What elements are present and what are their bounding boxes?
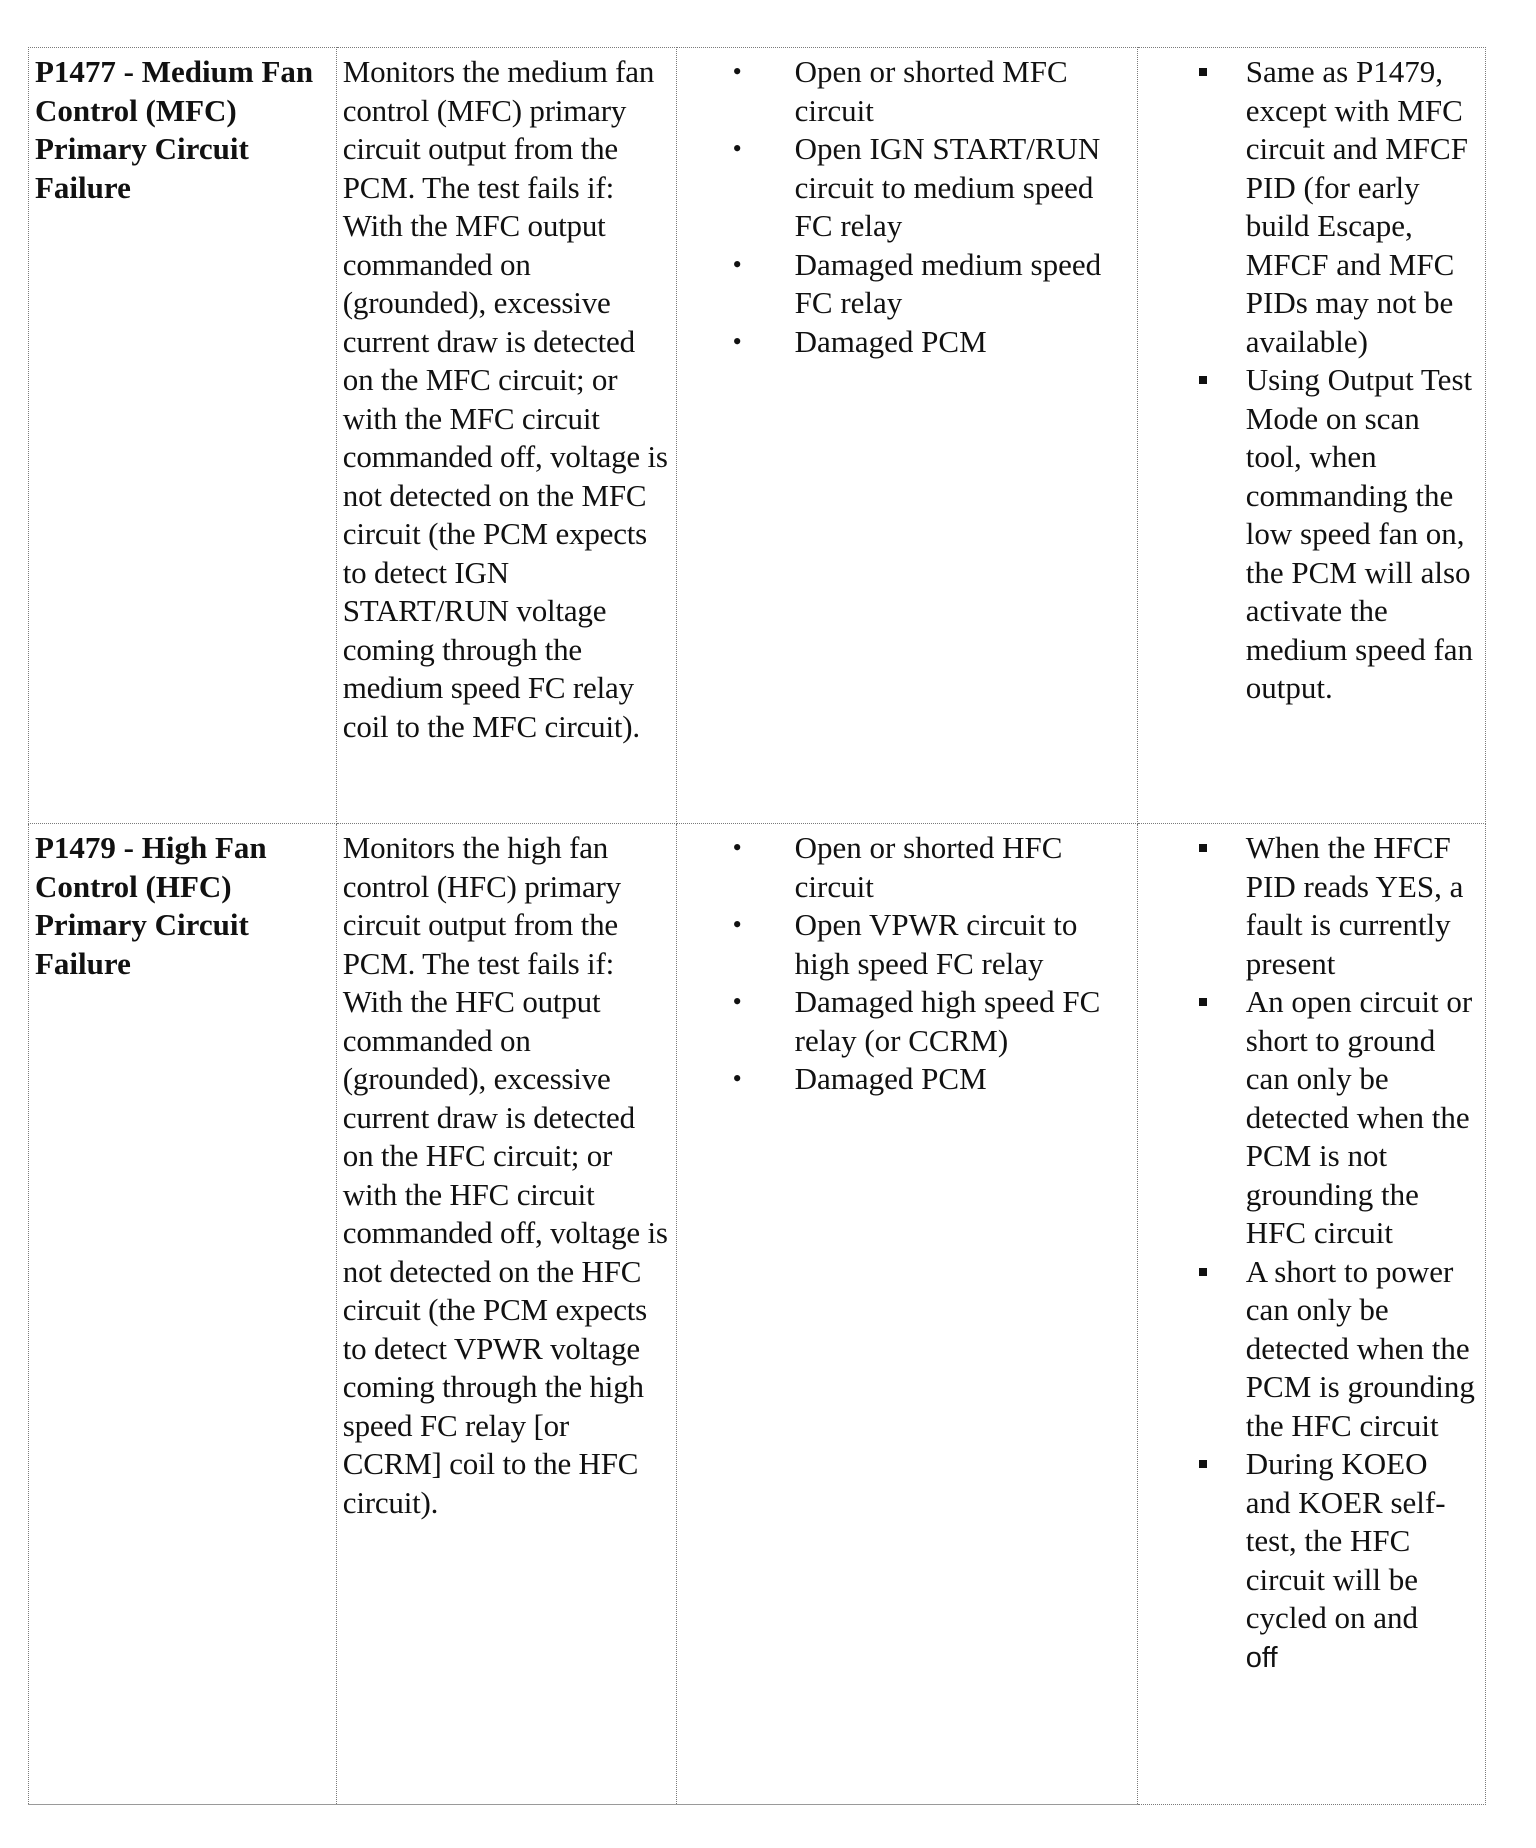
list-item: An open circuit or short to ground can only be detected when the PCM is not grounding the HFC circuit: [1196, 983, 1479, 1253]
list-item-text: During KOEO and KOER self-test, the HFC circuit will be cycled on and: [1245, 1446, 1446, 1635]
list-item: Using Output Test Mode on scan tool, when commanding the low speed fan on, the PCM will also activate the medium speed fan output.: [1196, 361, 1479, 708]
list-item: • Open IGN START/RUN circuit to medium speed FC relay: [733, 130, 1131, 246]
list-item: • Damaged medium speed FC relay: [733, 246, 1131, 323]
actions-list: [1144, 829, 1479, 1677]
list-item: Same as P1479, except with MFC circuit and MFCF PID (for early build Escape, MFCF and MFC PIDs may not be available): [1196, 53, 1479, 361]
description-cell: [336, 824, 676, 1805]
list-item: • Open VPWR circuit to high speed FC relay: [733, 906, 1131, 983]
diagnostic-table: [28, 47, 1486, 1805]
dtc-title: P1477 - Medium Fan Control (MFC) Primary Circuit Failure: [35, 54, 314, 205]
causes-list: [683, 53, 1131, 361]
causes-cell: [676, 48, 1137, 824]
list-item-last-word: off: [1245, 1641, 1278, 1674]
list-item: [1196, 1445, 1479, 1677]
actions-list: [1144, 53, 1479, 708]
list-item: A short to power can only be detected when the PCM is grounding the HFC circuit: [1196, 1253, 1479, 1446]
list-item: • Damaged PCM: [733, 323, 1131, 362]
list-item: • Damaged high speed FC relay (or CCRM): [733, 983, 1131, 1060]
dtc-description: Monitors the high fan control (HFC) primary circuit output from the PCM. The test fails if: With the HFC output commanded on (grounded), excessive current draw is detected on the HFC circuit; or with the HFC circuit commanded off, voltage is not detected on the HFC circuit (the PCM expects to detect VPWR voltage coming through the high speed FC relay [or CCRM] coil to the HFC circuit).: [342, 830, 668, 1520]
causes-list: [683, 829, 1131, 1099]
causes-cell: [676, 824, 1137, 1805]
actions-cell: [1137, 824, 1485, 1805]
list-item: • Open or shorted MFC circuit: [733, 53, 1131, 130]
code-cell: [29, 824, 337, 1805]
dtc-title: P1479 - High Fan Control (HFC) Primary Circuit Failure: [35, 830, 267, 981]
table-row: [29, 48, 1486, 824]
dtc-description: Monitors the medium fan control (MFC) primary circuit output from the PCM. The test fails if: With the MFC output commanded on (grounded), excessive current draw is detected on the MFC circuit; or with the MFC circuit commanded off, voltage is not detected on the MFC circuit (the PCM expects to detect IGN START/RUN voltage coming through the medium speed FC relay coil to the MFC circuit).: [342, 54, 668, 744]
list-item: • Open or shorted HFC circuit: [733, 829, 1131, 906]
list-item: When the HFCF PID reads YES, a fault is currently present: [1196, 829, 1479, 983]
list-item: • Damaged PCM: [733, 1060, 1131, 1099]
actions-cell: [1137, 48, 1485, 824]
code-cell: [29, 48, 337, 824]
table-row: [29, 824, 1486, 1805]
description-cell: [336, 48, 676, 824]
